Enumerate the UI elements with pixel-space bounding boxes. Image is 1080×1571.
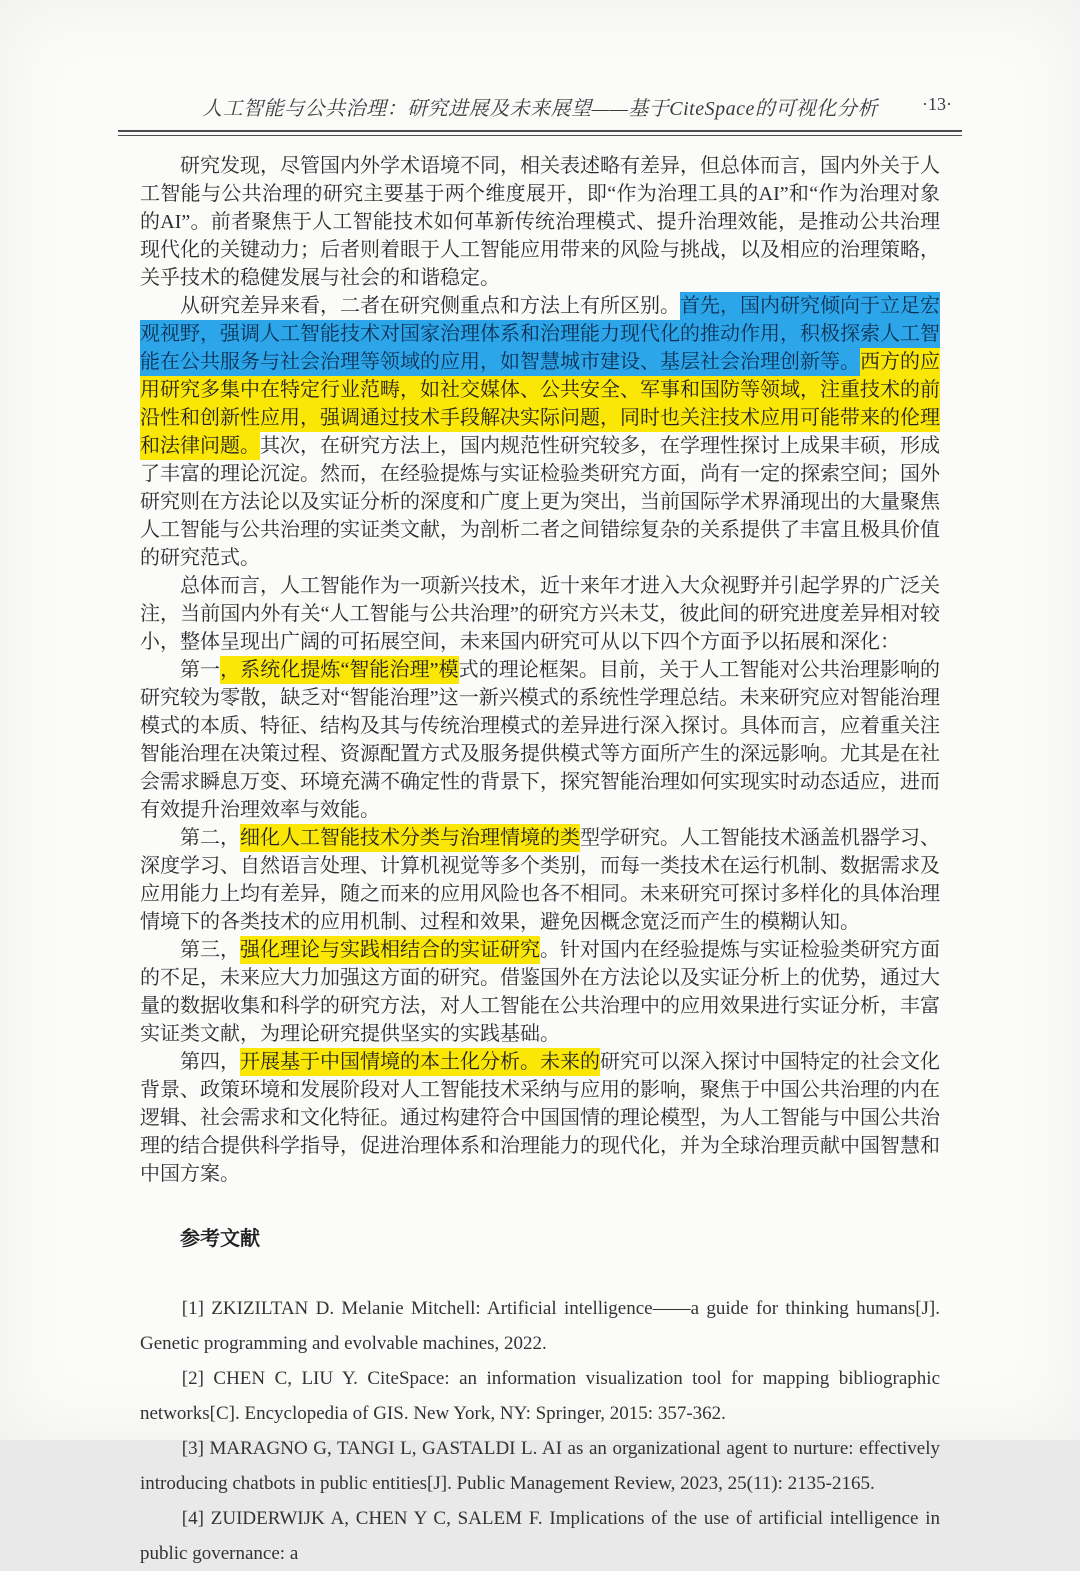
paragraph [140, 152, 940, 292]
highlighted-text-yellow: 细化人工智能技术分类与治理情境的类 [240, 824, 580, 852]
text-segment: 型学研究。人工智能技术涵盖机器学习、深度学习、自然语言处理、计算机视觉等多个类别，而每一类技术在运行机制、数据需求及应用能力上均有差异，随之而来的应用风险也各不相同。未来研究可探讨多样化的具体治理情境下的各类技术的应用机制、过程和效果，避免因概念宽泛而产生的模糊认知。 [140, 827, 940, 933]
page-header [140, 92, 952, 126]
paragraph [140, 936, 940, 1048]
reference-item: [4] ZUIDERWIJK A, CHEN Y C, SALEM F. Implications of the use of artificial intelligence in public governance: a [140, 1508, 940, 1564]
paragraph [140, 292, 940, 572]
text-segment: 第二， [180, 827, 240, 849]
highlighted-text-yellow: 开展基于中国情境的本土化分析。未来的 [240, 1048, 600, 1076]
text-segment: 。针对国内在经验提炼与实证检验类研究方面的不足，未来应大力加强这方面的研究。借鉴国外在方法论以及实证分析上的优势，通过大量的数据收集和科学的研究方法，对人工智能在公共治理中的应用效果进行实证分析，丰富实证类文献，为理论研究提供坚实的实践基础。 [140, 939, 940, 1045]
page-number: ·13· [922, 94, 952, 114]
highlighted-text-yellow: 强化理论与实践相结合的实证研究 [240, 936, 540, 964]
reference-item: [3] MARAGNO G, TANGI L, GASTALDI L. AI as an organizational agent to nurture: effectively introducing chatbots in public entities[J]. Public Management Review, 2023, 25(11): 2135-2165. [140, 1438, 940, 1494]
text-segment: 总体而言，人工智能作为一项新兴技术，近十来年才进入大众视野并引起学界的广泛关注，当前国内外有关“人工智能与公共治理”的研究方兴未艾，彼此间的研究进度差异相对较小，整体呈现出广阔的可拓展空间，未来国内研究可从以下四个方面予以拓展和深化： [140, 575, 940, 653]
page-content [140, 92, 952, 1571]
article-body [140, 152, 940, 1188]
highlighted-text-yellow: ，系统化提炼“智能治理”模 [220, 656, 459, 684]
running-title: 人工智能与公共治理：研究进展及未来展望——基于CiteSpace的可视化分析 [202, 98, 878, 120]
paragraph [140, 656, 940, 824]
text-segment: 式的理论框架。目前，关于人工智能对公共治理影响的研究较为零散，缺乏对“智能治理”这一新兴模式的系统性学理总结。未来研究应对智能治理模式的本质、特征、结构及其与传统治理模式的差异进行深入探讨。具体而言，应着重关注智能治理在决策过程、资源配置方式及服务提供模式等方面所产生的深远影响。尤其是在社会需求瞬息万变、环境充满不确定性的背景下，探究智能治理如何实现实时动态适应，进而有效提升治理效率与效能。 [140, 659, 941, 821]
paragraph [140, 824, 940, 936]
highlighted-text-yellow: 西方的应用研究多集中在特定行业范畴，如社交媒体、公共安全、军事和国防等领域，注重技术的前沿性和创新性应用，强调通过技术手段解决实际问题，同时也关注技术应用可能带来的伦理和法律问题。 [140, 348, 940, 460]
highlighted-text-blue: 首先，国内研究倾向于立足宏观视野，强调人工智能技术对国家治理体系和治理能力现代化的推动作用，积极探索人工智能在公共服务与社会治理等领域的应用，如智慧城市建设、基层社会治理创新等。 [140, 292, 940, 376]
text-segment: 第三， [180, 939, 240, 961]
text-segment: 研究可以深入探讨中国特定的社会文化背景、政策环境和发展阶段对人工智能技术采纳与应用的影响，聚焦于中国公共治理的内在逻辑、社会需求和文化特征。通过构建符合中国国情的理论模型，为人工智能与中国公共治理的结合提供科学指导，促进治理体系和治理能力的现代化，并为全球治理贡献中国智慧和中国方案。 [140, 1051, 940, 1185]
references-list [140, 1291, 940, 1571]
paragraph [140, 1048, 940, 1188]
text-segment: 其次，在研究方法上，国内规范性研究较多，在学理性探讨上成果丰硕，形成了丰富的理论沉淀。然而，在经验提炼与实证检验类研究方面，尚有一定的探索空间；国外研究则在方法论以及实证分析的深度和广度上更为突出，当前国际学术界涌现出的大量聚焦人工智能与公共治理的实证类文献，为剖析二者之间错综复杂的关系提供了丰富且极具价值的研究范式。 [140, 435, 940, 569]
text-segment: 研究发现，尽管国内外学术语境不同，相关表述略有差异，但总体而言，国内外关于人工智能与公共治理的研究主要基于两个维度展开，即“作为治理工具的AI”和“作为治理对象的AI”。前者聚焦于人工智能技术如何革新传统治理模式、提升治理效能，是推动公共治理现代化的关键动力；后者则着眼于人工智能应用带来的风险与挑战，以及相应的治理策略，关乎技术的稳健发展与社会的和谐稳定。 [140, 155, 940, 289]
text-segment: 从研究差异来看，二者在研究侧重点和方法上有所区别。 [180, 295, 680, 317]
reference-item: [1] ZKIZILTAN D. Melanie Mitchell: Artificial intelligence——a guide for thinking humans[J]. Genetic programming and evolvable machines, 2022. [140, 1298, 940, 1354]
header-rule [118, 130, 962, 136]
text-segment: 第一 [180, 659, 221, 681]
text-segment: 第四， [180, 1051, 240, 1073]
paragraph [140, 572, 940, 656]
reference-item: [2] CHEN C, LIU Y. CiteSpace: an information visualization tool for mapping bibliographic networks[C]. Encyclopedia of GIS. New York, NY: Springer, 2015: 357-362. [140, 1368, 940, 1424]
references-heading: 参考文献 [180, 1228, 260, 1250]
